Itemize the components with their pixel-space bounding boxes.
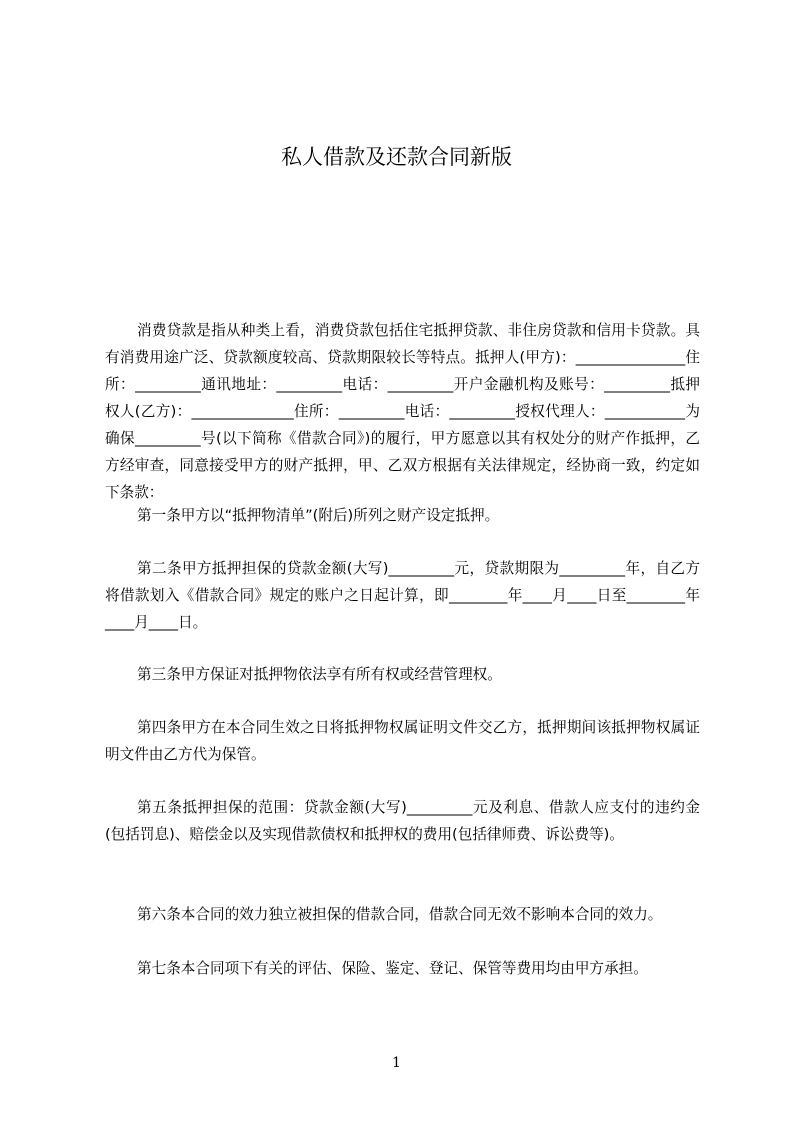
clause-7: 第七条本合同项下有关的评估、保险、鉴定、登记、保管等费用均由甲方承担。 — [137, 960, 648, 977]
clause-2: 第二条甲方抵押担保的贷款金额(大写)_________元，贷款期限为_________年，自乙方将借款划入《借款合同》规定的账户之日起计算，即________年____月____日至________年____月____日。 — [105, 560, 700, 631]
clause-5: 第五条抵押担保的范围：贷款金额(大写)_________元及利息、借款人应支付的违约金(包括罚息)、赔偿金以及实现借款债权和抵押权的费用(包括律师费、诉讼费等)。 — [105, 799, 700, 843]
clause-6: 第六条本合同的效力独立被担保的借款合同，借款合同无效不影响本合同的效力。 — [137, 906, 663, 923]
clause-3: 第三条甲方保证对抵押物依法享有所有权或经营管理权。 — [137, 666, 502, 683]
document-title: 私人借款及还款合同新版 — [281, 145, 512, 169]
clause-4: 第四条甲方在本合同生效之日将抵押物权属证明文件交乙方，抵押期间该抵押物权属证明文件由乙方代为保管。 — [105, 719, 700, 763]
intro-paragraph: 消费贷款是指从种类上看，消费贷款包括住宅抵押贷款、非住房贷款和信用卡贷款。具有消费用途广泛、贷款额度较高、贷款期限较长等特点。抵押人(甲方)：_______________住所：_________通讯地址：_________电话：_________开户金融机构及账号：_________抵押权人(乙方)：______________住所：_________电话：_________授权代理人：___________为确保_________号(以下简称《借款合同》)的履行，甲方愿意以其有权处分的财产作抵押，乙方经审查，同意接受甲方的财产抵押，甲、乙双方根据有关法律规定，经协商一致，约定如下条款： — [105, 322, 700, 501]
clause-1: 第一条甲方以“抵押物清单”(附后)所列之财产设定抵押。 — [137, 507, 500, 524]
page-number: 1 — [392, 1055, 401, 1071]
